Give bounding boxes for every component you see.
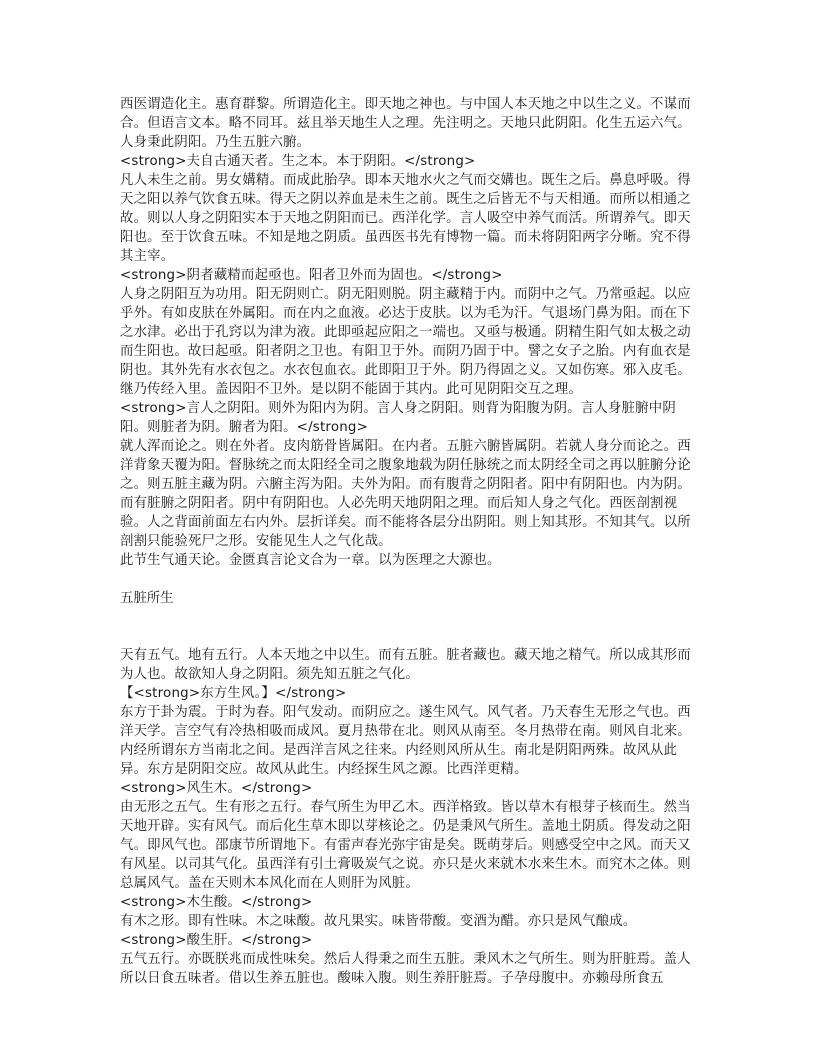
paragraph: 西医谓造化主。惠育群黎。所谓造化主。即天地之神也。与中国人本天地之中以生之义。不谋而合。但语言文本。略不同耳。兹且举天地生人之理。先注明之。天地只此阴阳。化生五运六气。人身秉此阴阳。乃生五脏六腑。 [120,97,691,150]
strong-tag-line: <strong>夫自古通天者。生之本。本于阴阳。</strong> [120,154,476,169]
paragraph: 由无形之五气。生有形之五行。春气所生为甲乙木。西洋格致。皆以草木有根芽子核而生。然当天地开辟。实有风气。而后化生草木即以芽核论之。仍是秉风气所生。盖地土阴质。得发动之阳气。即风气也。邵康节所谓地下。有雷声春光弥宇宙是矣。既萌芽后。则感受空中之风。而天又有风星。以司其气化。虽西洋有引土膏吸炭气之说。亦只是火来就木水来生木。而究木之体。则总属风气。盖在天则木本风化而在人则肝为风脏。 [120,800,691,891]
document-page [120,95,698,988]
section-heading: 五脏所生 [120,591,174,606]
paragraph: 五气五行。亦既朕兆而成性味矣。然后人得秉之而生五脏。秉风木之气所生。则为肝脏焉。盖人所以日食五味者。借以生养五脏也。酸味入腹。则生养肝脏焉。子孕母腹中。亦赖母所食五 [120,952,691,986]
paragraph: 凡人未生之前。男女媾精。而成此胎孕。即本天地水火之气而交媾也。既生之后。鼻息呼吸。得天之阳以养气饮食五味。得天之阴以养血是未生之前。既生之后皆无不与天相通。而所以相通之故。则以人身之阴阳实本于天地之阴阳而已。西洋化学。言人吸空中养气而活。所谓养气。即天阳也。至于饮食五味。不知是地之阴质。虽西医书先有博物一篇。而未将阴阳两字分晰。究不得其主宰。 [120,173,691,264]
strong-tag-line: <strong>酸生肝。</strong> [120,933,313,948]
strong-tag-line: 【<strong>东方生风。】</strong> [120,686,347,701]
strong-tag-line: <strong>言人之阴阳。则外为阳内为阴。言人身之阴阳。则背为阳腹为阴。言人身脏腑中阴阳。则脏者为阴。腑者为阳。</strong> [120,401,676,435]
paragraph: 人身之阴阳互为功用。阳无阴则亡。阴无阳则脱。阴主藏精于内。而阴中之气。乃常亟起。以应乎外。有如皮肤在外属阳。而在内之血液。必达于皮肤。以为毛为汗。气退场门鼻为阳。而在下之水津。必出于孔窍以为津为液。此即亟起应阳之一端也。又亟与极通。阴精生阳气如太极之动而生阳也。故曰起亟。阳者阴之卫也。有阳卫于外。而阴乃固于中。譬之女子之胎。内有血衣是阴也。其外先有水衣包之。水衣包血衣。此即阳卫于外。阴乃得固之义。又如伤寒。邪入皮毛。继乃传经入里。盖因阳不卫外。是以阴不能固于其内。此可见阴阳交互之理。 [120,287,691,397]
paragraph: 天有五气。地有五行。人本天地之中以生。而有五脏。脏者藏也。藏天地之精气。所以成其形而为人也。故欲知人身之阴阳。须先知五脏之气化。 [120,648,691,682]
strong-tag-line: <strong>阴者藏精而起亟也。阳者卫外而为固也。</strong> [120,268,503,283]
section-tongtian [120,95,698,570]
paragraph: 有木之形。即有性味。木之味酸。故凡果实。味皆带酸。变酒为醋。亦只是风气酿成。 [120,914,637,929]
paragraph: 此节生气通天论。金匮真言论文合为一章。以为医理之大源也。 [120,553,501,568]
section-wuzang [120,646,698,988]
paragraph: 就人浑而论之。则在外者。皮肉筋骨皆属阳。在内者。五脏六腑皆属阴。若就人身分而论之。西洋背象天覆为阳。督脉统之而太阳经全司之腹象地载为阴任脉统之而太阴经全司之再以脏腑分论之。则五脏主藏为阴。六腑主泻为阳。夫外为阳。而有腹背之阴阳者。阳中有阴阳也。内为阴。而有脏腑之阴阳者。阴中有阴阳也。人必先明天地阴阳之理。而后知人身之气化。西医剖割视验。人之背面前面左右内外。层折详矣。而不能将各层分出阴阳。则上知其形。不知其气。以所剖割只能验死尸之形。安能见生人之气化哉。 [120,439,691,549]
paragraph: 东方于卦为震。于时为春。阳气发动。而阴应之。遂生风气。风气者。乃天春生无形之气也。西洋天学。言空气有冷热相吸而成风。夏月热带在北。则风从南至。冬月热带在南。则风自北来。内经所谓东方当南北之间。是西洋言风之往来。内经则风所从生。南北是阴阳两殊。故风从此异。东方是阴阳交应。故风从此生。内经探生风之源。比西洋更精。 [120,705,691,777]
strong-tag-line: <strong>木生酸。</strong> [120,895,313,910]
strong-tag-line: <strong>风生木。</strong> [120,781,313,796]
